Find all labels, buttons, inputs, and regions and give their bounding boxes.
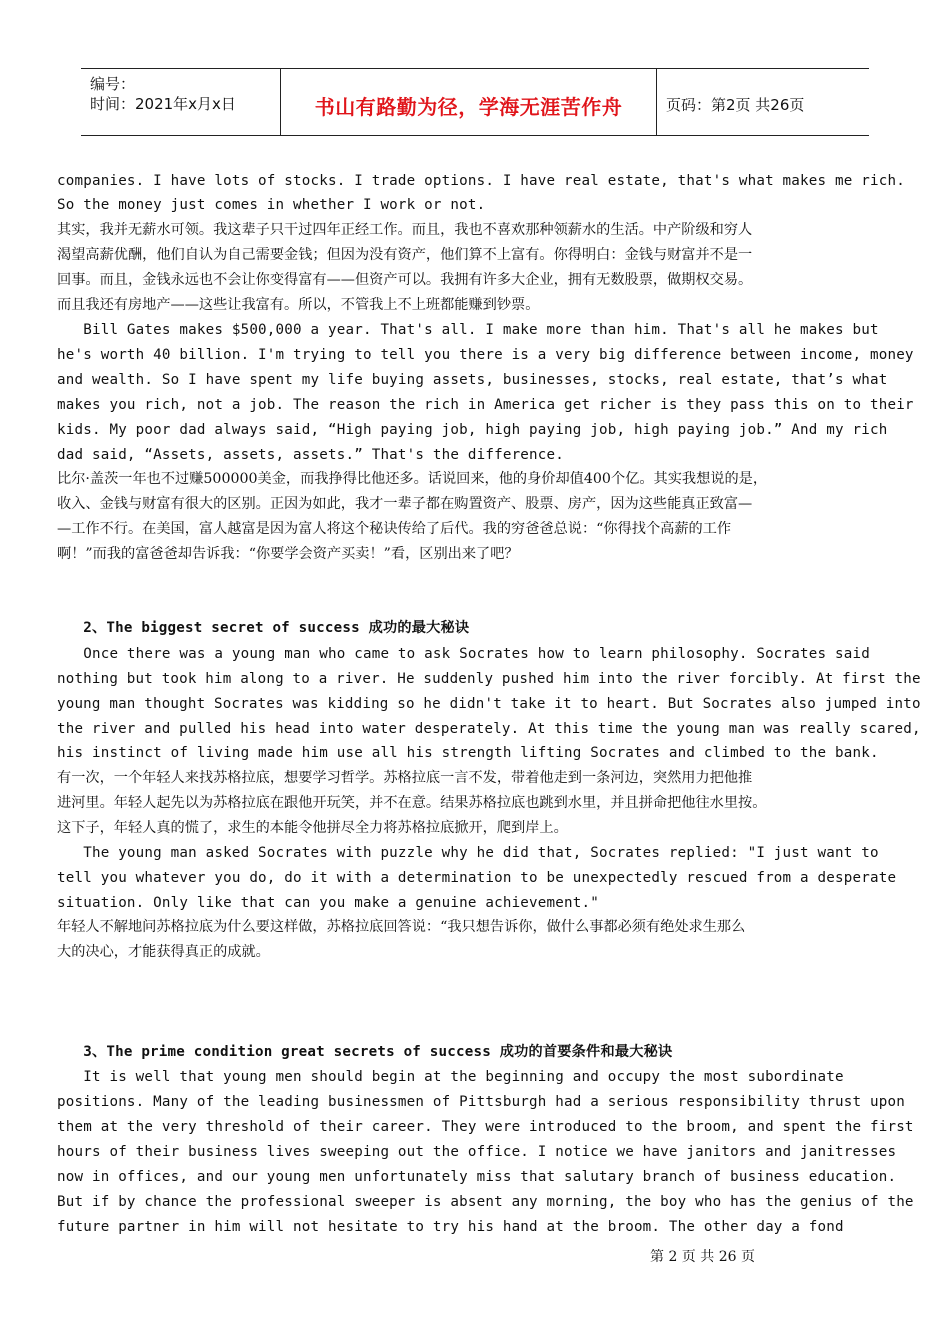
text-line: Once there was a young man who came to ask Socrates how to learn philosophy. Socrates said — [57, 646, 870, 662]
text-line: 而且我还有房地产——这些让我富有。所以，不管我上不上班都能赚到钞票。 — [57, 297, 540, 313]
text-line: he's worth 40 billion. I'm trying to tell you there is a very big difference between income, money — [57, 347, 914, 363]
text-line: 年轻人不解地问苏格拉底为什么要这样做，苏格拉底回答说：“我只想告诉你，做什么事都必须有绝处求生那么 — [57, 919, 746, 935]
text-line: tell you whatever you do, do it with a determination to be unexpectedly rescued from a desperate — [57, 870, 897, 886]
text-line: —工作不行。在美国，富人越富是因为富人将这个秘诀传给了后代。我的穷爸爸总说：“你得找个高薪的工作 — [57, 521, 732, 537]
document-header — [81, 68, 869, 136]
text-line: 啊！”而我的富爸爸却告诉我：“你要学会资产买卖！”看，区别出来了吧？ — [57, 546, 519, 562]
text-line: But if by chance the professional sweeper is absent any morning, the boy who has the genius of the — [57, 1194, 914, 1210]
number-label: 编号： — [90, 75, 136, 93]
text-line: nothing but took him along to a river. He suddenly pushed him into the river forcibly. At first the — [57, 671, 921, 687]
text-line: 其实，我并无薪水可领。我这辈子只干过四年正经工作。而且，我也不喜欢那种领薪水的生活。中产阶级和穷人 — [57, 222, 753, 238]
text-line: 比尔·盖茨一年也不过赚500000美金，而我挣得比他还多。话说回来，他的身价却值400个亿。其实我想说的是， — [57, 471, 768, 487]
text-line: 有一次，一个年轻人来找苏格拉底，想要学习哲学。苏格拉底一言不发，带着他走到一条河边，突然用力把他推 — [57, 770, 753, 786]
text-line: dad said, “Assets, assets, assets.” That's the difference. — [57, 447, 565, 463]
text-line: hours of their business lives sweeping out the office. I notice we have janitors and janitresses — [57, 1144, 897, 1160]
header-motto-cell — [281, 69, 657, 135]
page-label: 页码：第2页 共26页 — [666, 96, 805, 114]
text-line: So the money just comes in whether I work or not. — [57, 197, 486, 213]
text-line: It is well that young men should begin at the beginning and occupy the most subordinate — [57, 1069, 844, 1085]
header-meta-cell — [81, 69, 281, 135]
header-page-cell — [657, 69, 869, 135]
text-line: situation. Only like that can you make a genuine achievement." — [57, 895, 599, 911]
text-line: future partner in him will not hesitate to try his hand at the broom. The other day a fond — [57, 1219, 844, 1235]
text-line: positions. Many of the leading businessmen of Pittsburgh had a serious responsibility thrust upon — [57, 1094, 905, 1110]
text-line: Bill Gates makes $500,000 a year. That's all. I make more than him. That's all he makes but — [57, 322, 879, 338]
text-line: now in offices, and our young men unfortunately miss that salutary branch of business education. — [57, 1169, 897, 1185]
section-heading: 2、The biggest secret of success 成功的最大秘诀 — [57, 620, 470, 636]
text-line: his instinct of living made him use all his strength lifting Socrates and climbed to the bank. — [57, 745, 879, 761]
text-line: and wealth. So I have spent my life buying assets, businesses, stocks, real estate, that’s what — [57, 372, 888, 388]
text-line: 大的决心，才能获得真正的成就。 — [57, 944, 270, 960]
section-heading: 3、The prime condition great secrets of success 成功的首要条件和最大秘诀 — [57, 1044, 673, 1060]
text-line: the river and pulled his head into water desperately. At this time the young man was really scared, — [57, 721, 921, 737]
text-line: 进河里。年轻人起先以为苏格拉底在跟他开玩笑，并不在意。结果苏格拉底也跳到水里，并且拼命把他往水里按。 — [57, 795, 767, 811]
text-line: makes you rich, not a job. The reason the rich in America get richer is they pass this on to their — [57, 397, 914, 413]
text-line: 回事。而且，金钱永远也不会让你变得富有——但资产可以。我拥有许多大企业，拥有无数股票，做期权交易。 — [57, 272, 753, 288]
text-line: 渴望高薪优酬，他们自认为自己需要金钱；但因为没有资产，他们算不上富有。你得明白：金钱与财富并不是一 — [57, 247, 753, 263]
text-line: them at the very threshold of their career. They were introduced to the broom, and spent the first — [57, 1119, 914, 1135]
text-line: 收入、金钱与财富有很大的区别。正因为如此，我才一辈子都在购置资产、股票、房产，因为这些能真正致富— — [57, 496, 753, 512]
text-line: young man thought Socrates was kidding so he didn't take it to heart. But Socrates also jumped into — [57, 696, 921, 712]
page-footer: 第 2 页 共 26 页 — [650, 1249, 755, 1265]
text-line: 这下子，年轻人真的慌了，求生的本能令他拼尽全力将苏格拉底掀开，爬到岸上。 — [57, 820, 568, 836]
time-label: 时间：2021年x月x日 — [90, 95, 236, 113]
text-line: kids. My poor dad always said, “High paying job, high paying job, high paying job.” And my rich — [57, 422, 888, 438]
text-line: companies. I have lots of stocks. I trade options. I have real estate, that's what makes me rich. — [57, 173, 905, 189]
text-line: The young man asked Socrates with puzzle why he did that, Socrates replied: "I just want to — [57, 845, 879, 861]
motto: 书山有路勤为径，学海无涯苦作舟 — [314, 95, 623, 119]
